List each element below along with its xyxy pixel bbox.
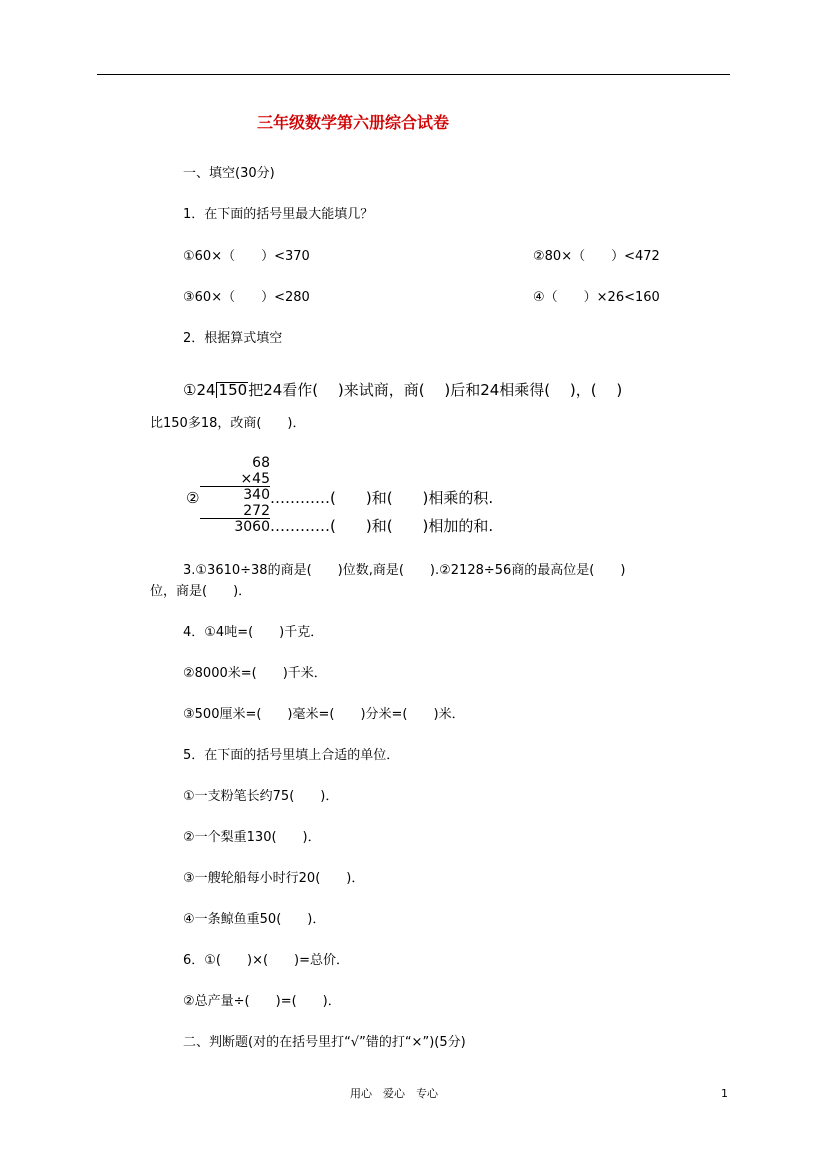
- q2-part1: [183, 382, 622, 398]
- q5-prompt: 5．在下面的括号里填上合适的单位．: [183, 748, 400, 763]
- q5-item-4: ④一条鲸鱼重50( )．: [183, 912, 326, 927]
- q4-line3: ③500厘米=( )毫米=( )分米=( )米．: [183, 707, 465, 722]
- q1-item-3: ③60×（ ）<280: [183, 290, 310, 305]
- q2-prompt: 2．根据算式填空: [183, 331, 283, 346]
- calc-row-result: 3060: [200, 518, 270, 535]
- q2-part1-text: 把24看作( )来试商，商( )后和24相乘得( )，( ): [248, 381, 623, 399]
- q5-item-3: ③一艘轮船每小时行20( )．: [183, 871, 365, 886]
- calc-row-multiplicand: 68: [252, 455, 270, 471]
- footer-motto: 用心 爱心 专心: [350, 1087, 438, 1100]
- calc-row-multiplier: ×45: [240, 470, 270, 487]
- q2-part2-line1: …………( )和( )相乘的积.: [270, 489, 494, 507]
- q4-line2: ②8000米=( )千米．: [183, 666, 327, 681]
- q3-line1: 3.①3610÷38的商是( )位数,商是( ).②2128÷56商的最高位是( ): [183, 563, 626, 578]
- header-rule: [97, 74, 730, 75]
- vertical-multiplication: [200, 455, 270, 535]
- q6-line2: ②总产量÷( )=( )．: [183, 994, 341, 1009]
- q2-part2-line2: …………( )和( )相加的和.: [270, 517, 494, 535]
- calc-row-partial-1: 340: [200, 486, 270, 503]
- q6-line1: 6．①( )×( )=总价．: [183, 953, 349, 968]
- q1-item-1: ①60×（ ）<370: [183, 249, 310, 264]
- calc-row-partial-2: 272: [243, 502, 270, 519]
- q1-item-4: ④（ ）×26<160: [533, 290, 660, 305]
- page-number: 1: [721, 1087, 728, 1100]
- q3-line2: 位，商是( )．: [150, 584, 252, 599]
- q4-line1: 4．①4吨=( )千克．: [183, 625, 324, 640]
- q2-part1-cont: 比150多18，改商( )．: [150, 416, 306, 431]
- q2-part1-label: ①24: [183, 381, 216, 399]
- long-division-dividend: 150: [216, 382, 249, 398]
- page-title: 三年级数学第六册综合试卷: [257, 113, 450, 132]
- q5-item-2: ②一个梨重130( )．: [183, 830, 321, 845]
- q1-prompt: 1．在下面的括号里最大能填几？: [183, 207, 374, 222]
- section2-heading: 二、判断题(对的在括号里打“√”错的打“×”)(5分): [183, 1035, 466, 1050]
- q5-item-1: ①一支粉笔长约75( )．: [183, 789, 339, 804]
- section1-heading: 一、填空(30分): [183, 166, 275, 181]
- q2-part2-label: ②: [186, 489, 200, 507]
- q1-item-2: ②80×（ ）<472: [533, 249, 660, 264]
